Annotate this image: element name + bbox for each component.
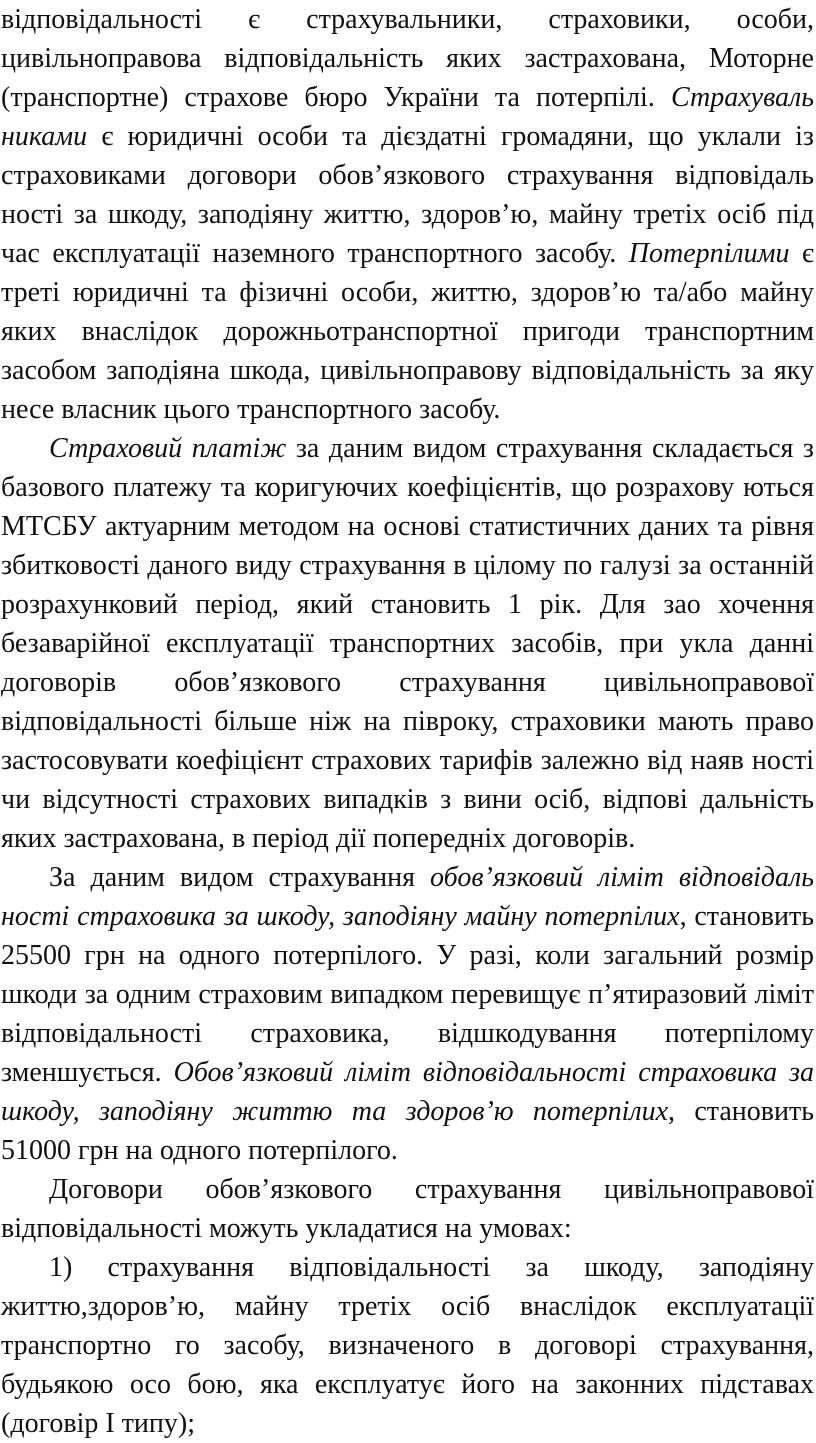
italic-term: Страхуваль никами xyxy=(1,82,814,152)
paragraph-insurance-payment xyxy=(1,429,814,858)
text-run: , становить 51000 грн на одного потерпілого. xyxy=(1,1096,814,1166)
paragraph-participants xyxy=(1,0,814,429)
italic-term: Обов’язковий ліміт відповідальності страховика за шкоду, заподіяну життю та здоров’ю потерпілих xyxy=(1,1057,815,1127)
italic-term: Потерпілими xyxy=(628,238,790,269)
text-run: є треті юридичні та фізичні особи, життю, здоров’ю та/або майну яких внаслідок дорожньотранспортної пригоди транспортним засобом заподіяна шкода, цивільноправову відповідальність за яку несе власник цього транспортного засобу. xyxy=(1,238,814,425)
paragraph-list-item-1 xyxy=(1,1248,814,1443)
text-run: є юридичні особи та дієздатні громадяни, що уклали із страховиками договори обов’язкового страхування відповідаль ності за шкоду, заподіяну життю, здоров’ю, майну третіх осіб під час експлуатації наземного транспортного засобу. xyxy=(1,121,814,269)
paragraph-liability-limits xyxy=(1,858,814,1170)
text-run: За даним видом страхування xyxy=(49,862,431,893)
text-run: , становить 25500 грн на одного потерпілого. У разі, коли загальний розмір шкоди за одним страховим випадком перевищує п’ятиразовий ліміт відповідальності страховика, відшкодування потерпілому зменшується. xyxy=(1,901,814,1088)
italic-term: обов’язковий ліміт відповідаль ності страховика за шкоду, заподіяну майну потерпілих xyxy=(1,862,814,932)
text-run: відповідальності є страхувальники, страховики, особи, цивільноправова відповідальність яких застрахована, Моторне (транспортне) страхове бюро України та потерпілі. xyxy=(1,4,814,113)
text-run: 1) страхування відповідальності за шкоду, заподіяну життю,здоров’ю, майну третіх осіб внаслідок експлуатації транспортно го засобу, визначеного в договорі страхування, будьякою осо бою, яка експлуатує його на законних підставах (договір І типу); xyxy=(1,1252,814,1439)
paragraph-contract-conditions xyxy=(1,1170,814,1248)
italic-term: Страховий платіж xyxy=(49,433,287,464)
text-run: за даним видом страхування складається з базового платежу та коригуючих коефіцієнтів, що розрахову ються МТСБУ актуарним методом на основі статистичних даних та рівня збитковості даного виду страхування в цілому по галузі за останній розрахунковий період, який становить 1 рік. Для зао хочення безаварійної експлуатації транспортних засобів, при укла данні договорів обов’язкового страхування цивільноправової відповідальності більше ніж на півроку, страховики мають право застосовувати коефіцієнт страхових тарифів залежно від наяв ності чи відсутності страхових випадків з вини осіб, відпові дальність яких застрахована, в період дії попередніх договорів. xyxy=(1,433,814,854)
text-run: Договори обов’язкового страхування цивільноправової відповідальності можуть укладатися на умовах: xyxy=(1,1174,814,1244)
